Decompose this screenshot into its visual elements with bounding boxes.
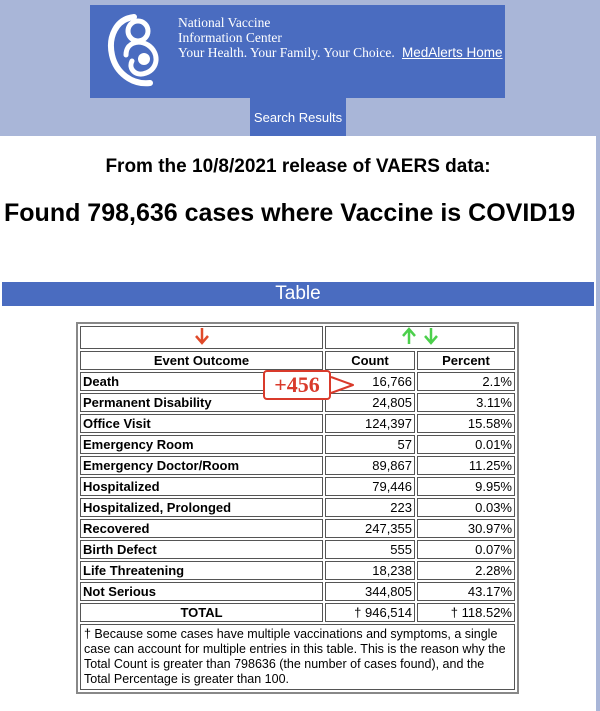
count-cell: 57 bbox=[325, 435, 415, 454]
release-heading: From the 10/8/2021 release of VAERS data: bbox=[105, 156, 491, 177]
sort-down-red-icon[interactable] bbox=[195, 327, 209, 345]
outcome-cell: Recovered bbox=[80, 519, 323, 538]
org-name-line2: Information Center bbox=[178, 30, 282, 45]
percent-cell: 0.07% bbox=[417, 540, 515, 559]
table-row bbox=[80, 582, 515, 601]
sort-down-green-icon[interactable] bbox=[424, 327, 438, 345]
total-count: † 946,514 bbox=[325, 603, 415, 622]
total-percent: † 118.52% bbox=[417, 603, 515, 622]
count-cell: 24,805 bbox=[325, 393, 415, 412]
count-increase-badge: +456 bbox=[263, 370, 331, 400]
footnote-row bbox=[80, 624, 515, 690]
mother-child-logo-icon bbox=[104, 11, 170, 89]
medalerts-home-link[interactable]: MedAlerts Home bbox=[402, 45, 503, 60]
footnote-text: † Because some cases have multiple vaccinations and symptoms, a single case can account for multiple entries in this table. This is the reason why the Total Count is greater than 798636 (the number of cases found), and the Total Percentage is greater than 100. bbox=[80, 624, 515, 690]
badge-pointer-icon bbox=[331, 373, 355, 397]
outcome-cell: Death bbox=[80, 372, 323, 391]
count-cell: 344,805 bbox=[325, 582, 415, 601]
col-event-outcome[interactable]: Event Outcome bbox=[80, 351, 323, 370]
found-cases-heading: Found 798,636 cases where Vaccine is COVID19 bbox=[4, 199, 576, 227]
total-row bbox=[80, 603, 515, 622]
results-panel bbox=[0, 136, 596, 711]
percent-cell: 3.11% bbox=[417, 393, 515, 412]
total-label: TOTAL bbox=[80, 603, 323, 622]
table-row bbox=[80, 456, 515, 475]
table-row bbox=[80, 414, 515, 433]
search-results-tab[interactable]: Search Results bbox=[250, 98, 346, 136]
count-cell: 89,867 bbox=[325, 456, 415, 475]
percent-cell: 0.01% bbox=[417, 435, 515, 454]
outcome-cell: Not Serious bbox=[80, 582, 323, 601]
header-row bbox=[80, 351, 515, 370]
count-cell: 124,397 bbox=[325, 414, 415, 433]
table-row bbox=[80, 435, 515, 454]
count-cell: 223 bbox=[325, 498, 415, 517]
col-count[interactable]: Count bbox=[325, 351, 415, 370]
org-name-line1: National Vaccine bbox=[178, 15, 271, 30]
outcome-cell: Life Threatening bbox=[80, 561, 323, 580]
count-cell: 16,766 bbox=[325, 372, 415, 391]
outcome-sort-cell[interactable] bbox=[80, 326, 323, 349]
col-percent[interactable]: Percent bbox=[417, 351, 515, 370]
header-banner bbox=[90, 5, 505, 98]
sort-up-green-icon[interactable] bbox=[402, 327, 416, 345]
table-row bbox=[80, 540, 515, 559]
count-cell: 18,238 bbox=[325, 561, 415, 580]
tagline: Your Health. Your Family. Your Choice. bbox=[178, 45, 395, 60]
table-title-bar: Table bbox=[2, 282, 594, 306]
percent-cell: 2.1% bbox=[417, 372, 515, 391]
table-row bbox=[80, 498, 515, 517]
outcome-cell: Hospitalized, Prolonged bbox=[80, 498, 323, 517]
table-row bbox=[80, 561, 515, 580]
table-row bbox=[80, 477, 515, 496]
outcome-cell: Permanent Disability bbox=[80, 393, 323, 412]
percent-cell: 9.95% bbox=[417, 477, 515, 496]
outcome-cell: Birth Defect bbox=[80, 540, 323, 559]
percent-cell: 30.97% bbox=[417, 519, 515, 538]
table-row bbox=[80, 519, 515, 538]
outcome-cell: Emergency Room bbox=[80, 435, 323, 454]
percent-cell: 15.58% bbox=[417, 414, 515, 433]
org-name bbox=[178, 15, 395, 60]
percent-cell: 0.03% bbox=[417, 498, 515, 517]
count-cell: 247,355 bbox=[325, 519, 415, 538]
sort-row bbox=[80, 326, 515, 349]
percent-cell: 43.17% bbox=[417, 582, 515, 601]
outcome-cell: Emergency Doctor/Room bbox=[80, 456, 323, 475]
count-cell: 555 bbox=[325, 540, 415, 559]
percent-cell: 11.25% bbox=[417, 456, 515, 475]
outcome-cell: Office Visit bbox=[80, 414, 323, 433]
count-cell: 79,446 bbox=[325, 477, 415, 496]
percent-cell: 2.28% bbox=[417, 561, 515, 580]
outcome-cell: Hospitalized bbox=[80, 477, 323, 496]
count-sort-cell[interactable] bbox=[325, 326, 515, 349]
